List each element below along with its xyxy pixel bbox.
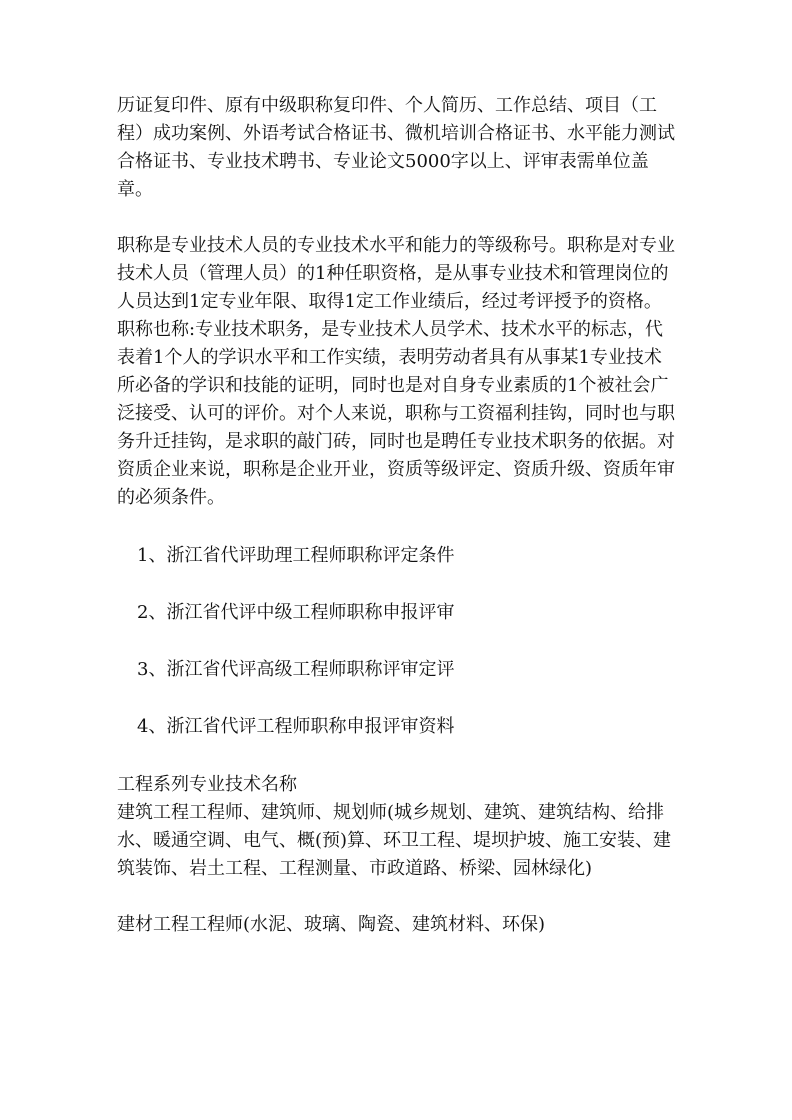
- paragraph-gap: [117, 883, 677, 911]
- paragraph-building-materials: 建材工程工程师(水泥、玻璃、陶瓷、建筑材料、环保): [117, 914, 546, 935]
- paragraph-materials: 历证复印件、原有中级职称复印件、个人简历、工作总结、项目（工程）成功案例、外语考试合格证书、微机培训合格证书、水平能力测试合格证书、专业技术聘书、专业论文5000字以上、评审表需单位盖章。: [117, 95, 675, 200]
- paragraph-gap: [117, 204, 677, 232]
- link-list: [117, 542, 677, 741]
- list-item: 4、浙江省代评工程师职称申报评审资料: [137, 716, 455, 737]
- document-page: [117, 92, 677, 939]
- paragraph-gap: [117, 741, 677, 771]
- paragraph-title-description: 职称也称:专业技术职务，是专业技术人员学术、技术水平的标志，代表着1个人的学识水平和工作实绩，表明劳动者具有从事某1专业技术所必备的学识和技能的证明，同时也是对自身专业素质的1个被社会广泛接受、认可的评价。对个人来说，职称与工资福利挂钩，同时也与职务升迁挂钩，是求职的敲门砖，同时也是聘任专业技术职务的依据。对资质企业来说，职称是企业开业，资质等级评定、资质升级、资质年审的必须条件。: [117, 319, 675, 508]
- list-item: 1、浙江省代评助理工程师职称评定条件: [137, 545, 455, 566]
- list-item: 2、浙江省代评中级工程师职称申报评审: [137, 602, 455, 623]
- paragraph-title-definition: 职称是专业技术人员的专业技术水平和能力的等级称号。职称是对专业技术人员（管理人员）的1种任职资格，是从事专业技术和管理岗位的人员达到1定专业年限、取得1定工作业绩后，经过考评授予的资格。: [117, 235, 675, 312]
- list-item: 3、浙江省代评高级工程师职称评审定评: [137, 659, 455, 680]
- section-heading: 工程系列专业技术名称: [117, 774, 297, 795]
- paragraph-gap: [117, 512, 677, 542]
- paragraph-construction-engineering: 建筑工程工程师、建筑师、规划师(城乡规划、建筑、建筑结构、给排水、暖通空调、电气、概(预)算、环卫工程、堤坝护坡、施工安装、建筑装饰、岩土工程、工程测量、市政道路、桥梁、园林绿化): [117, 802, 672, 879]
